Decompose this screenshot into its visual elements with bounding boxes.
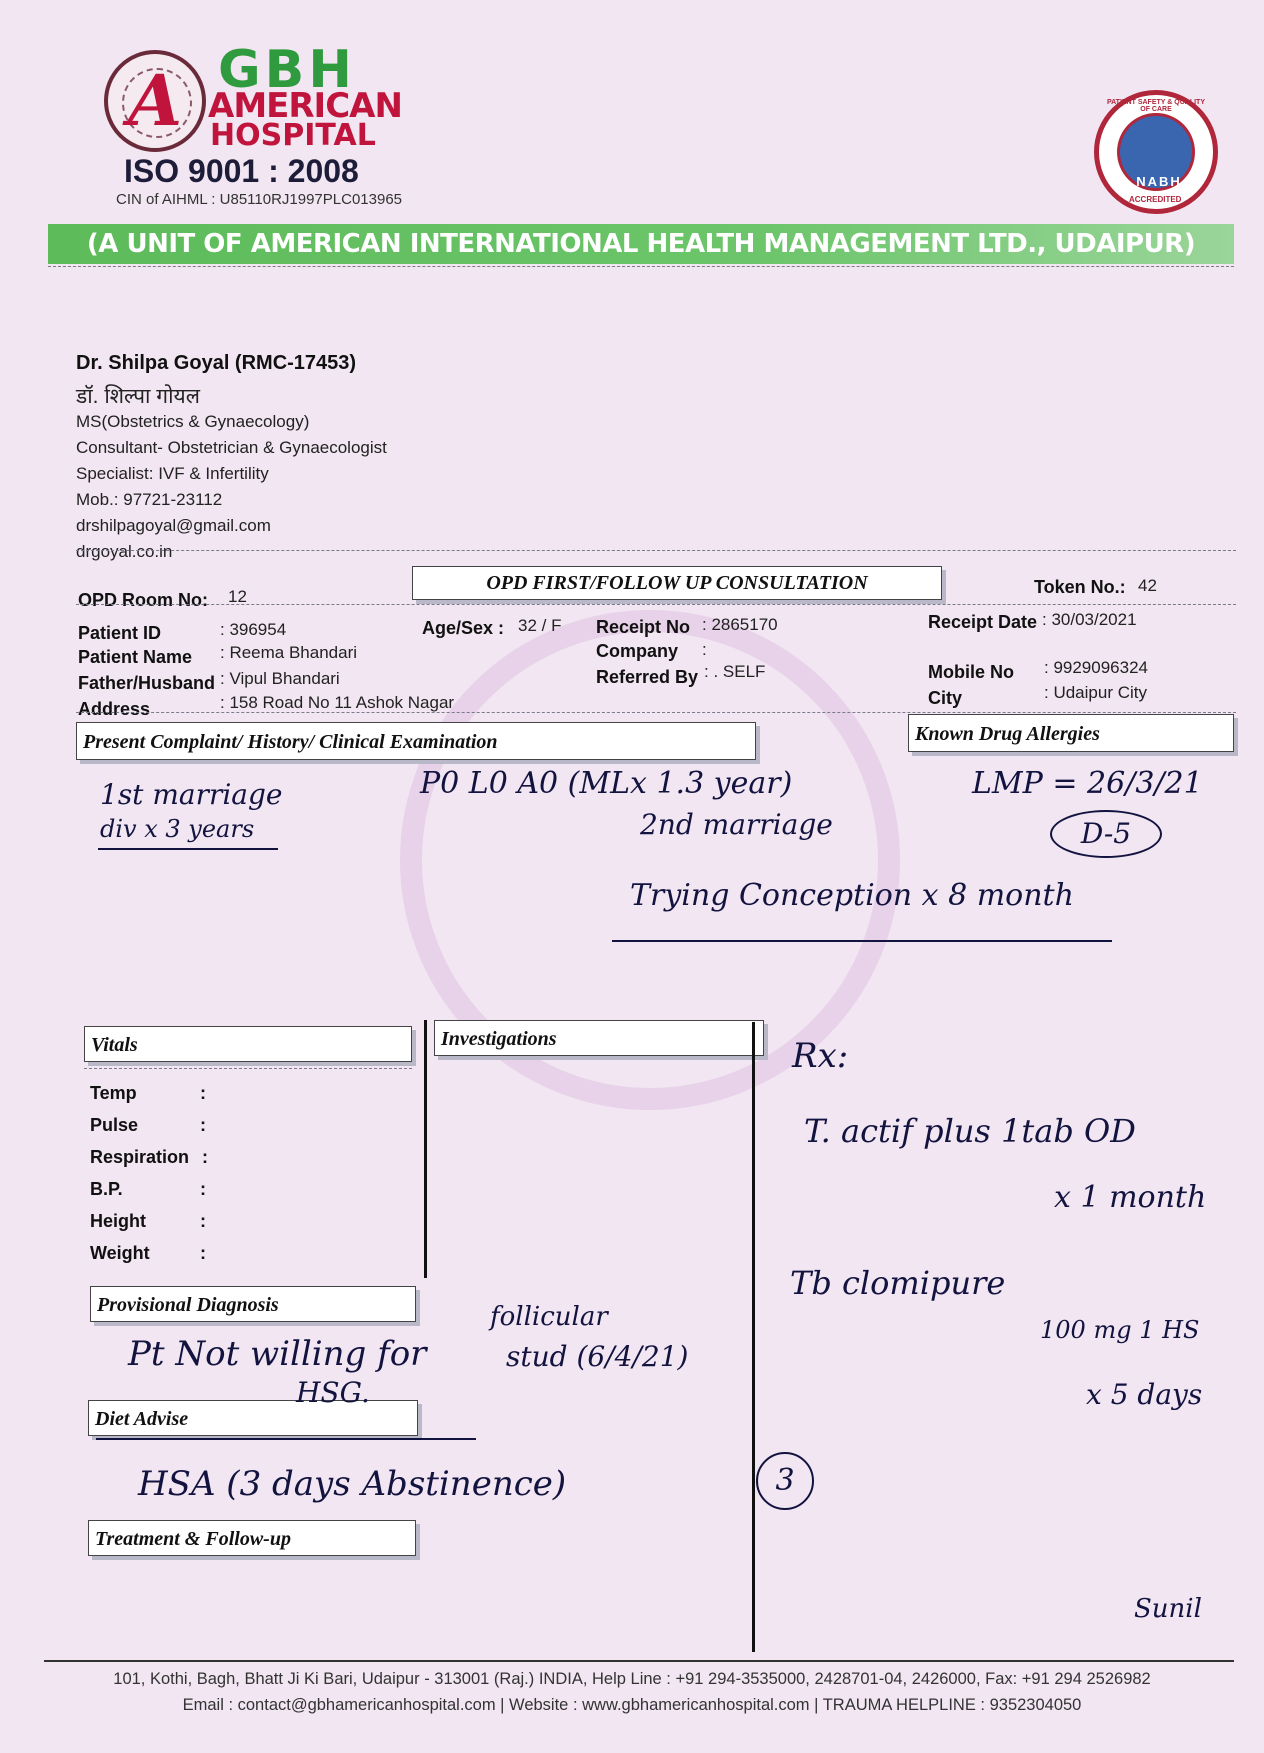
handwriting-trying-conception: Trying Conception x 8 month — [630, 878, 1074, 913]
handwriting-follicular: follicular — [490, 1302, 608, 1332]
doctor-email: drshilpagoyal@gmail.com — [76, 516, 271, 535]
opd-room-label: OPD Room No: — [78, 590, 208, 610]
mobile-value: : 9929096324 — [1044, 658, 1148, 677]
vitals-title: Vitals — [84, 1026, 412, 1062]
cin-number: CIN of AIHML : U85110RJ1997PLC013965 — [116, 191, 403, 208]
father-husband-value: : Vipul Bhandari — [220, 669, 340, 688]
divider — [76, 712, 1236, 713]
city-label: City — [928, 688, 963, 708]
patient-id-label: Patient ID — [78, 623, 162, 643]
doctor-degree: MS(Obstetrics & Gynaecology) — [76, 412, 310, 431]
vital-label: Respiration — [90, 1147, 190, 1167]
handwriting-rx-item-3: 3 — [756, 1452, 814, 1510]
opd-room-value: 12 — [228, 587, 247, 606]
column-divider — [424, 1020, 427, 1278]
handwriting-first-marriage: 1st marriage — [100, 778, 283, 811]
nabh-inner-icon — [1117, 113, 1195, 191]
footer-divider — [44, 1660, 1234, 1662]
handwriting-rx-item-2-duration: x 5 days — [1086, 1378, 1203, 1411]
underline — [96, 1438, 476, 1440]
vital-sep: : — [200, 1211, 206, 1231]
handwriting-diet-advice: HSA (3 days Abstinence) — [138, 1464, 567, 1504]
address-value: : 158 Road No 11 Ashok Nagar — [220, 693, 455, 712]
handwriting-rx: Rx: — [792, 1036, 849, 1076]
doctor-website: drgoyal.co.in — [76, 542, 173, 561]
handwriting-rx-item-1: T. actif plus 1tab OD — [804, 1112, 1136, 1150]
referred-by-value: : . SELF — [704, 662, 766, 681]
underline — [98, 848, 278, 850]
footer-contact: Email : contact@gbhamericanhospital.com | Website : www.gbhamericanhospital.com | TRAUMA HELPLINE : 9352304050 — [182, 1696, 1082, 1714]
brand-gbh: GBH — [218, 40, 356, 100]
nabh-seal-icon — [1094, 90, 1218, 214]
vital-label: Height — [90, 1211, 146, 1231]
handwriting-lmp: LMP = 26/3/21 — [972, 766, 1203, 801]
receipt-date-value: : 30/03/2021 — [1042, 610, 1137, 629]
nabh-top-text: PATIENT SAFETY & QUALITY OF CARE — [1106, 99, 1205, 113]
patient-name-value: : Reema Bhandari — [220, 643, 358, 662]
divider — [48, 266, 1234, 267]
vital-sep: : — [200, 1083, 206, 1103]
column-divider — [752, 1022, 755, 1652]
handwriting-divorced: div x 3 years — [100, 815, 255, 843]
age-sex-label: Age/Sex : — [422, 618, 505, 638]
mobile-label: Mobile No — [928, 662, 1014, 682]
handwriting-day: D-5 — [1050, 810, 1162, 858]
doctor-role: Consultant- Obstetrician & Gynaecologist — [76, 438, 387, 457]
doctor-mobile: Mob.: 97721-23112 — [76, 490, 223, 509]
token-value: 42 — [1138, 576, 1157, 595]
doctor-name: Dr. Shilpa Goyal (RMC-17453) — [76, 352, 357, 374]
referred-by-label: Referred By — [596, 667, 699, 687]
handwriting-rx-item-1-duration: x 1 month — [1054, 1180, 1207, 1215]
handwriting-rx-item-2: Tb clomipure — [790, 1264, 1006, 1302]
footer-address: 101, Kothi, Bagh, Bhatt Ji Ki Bari, Udaipur - 313001 (Raj.) INDIA, Help Line : +91 294-3535000, 2428701-04, 2426000, Fax: +91 294 2526982 — [113, 1670, 1151, 1688]
doctor-specialist: Specialist: IVF & Infertility — [76, 464, 269, 483]
address-label: Address — [78, 699, 151, 719]
divider — [76, 550, 1236, 551]
brand-american: AMERICAN — [208, 86, 402, 126]
receipt-date-label: Receipt Date — [928, 612, 1038, 632]
brand-hospital: HOSPITAL — [210, 118, 376, 153]
hospital-logo-icon — [104, 50, 206, 152]
nabh-accredited: ACCREDITED — [1129, 195, 1182, 204]
handwriting-diagnosis-hsg: HSG. — [296, 1376, 370, 1409]
vital-sep: : — [202, 1147, 208, 1167]
city-value: : Udaipur City — [1044, 683, 1147, 702]
divider — [84, 1068, 412, 1069]
father-husband-label: Father/Husband — [78, 673, 216, 693]
drug-allergies-title: Known Drug Allergies — [908, 714, 1234, 752]
handwriting-diagnosis: Pt Not willing for — [128, 1334, 427, 1374]
handwriting-study-date: stud (6/4/21) — [506, 1340, 689, 1373]
handwriting-obstetric-history: P0 L0 A0 (MLx 1.3 year) — [420, 766, 793, 801]
vital-label: B.P. — [90, 1179, 123, 1199]
handwriting-second-marriage: 2nd marriage — [640, 808, 833, 841]
nabh-label: NABH — [1136, 174, 1182, 189]
receipt-no-label: Receipt No — [596, 617, 691, 637]
age-sex-value: 32 / F — [518, 616, 562, 635]
complaint-section-title: Present Complaint/ History/ Clinical Examination — [76, 722, 756, 760]
divider — [76, 604, 1236, 605]
token-label: Token No.: — [1034, 577, 1126, 597]
vital-label: Weight — [90, 1243, 150, 1263]
logo-letter: A — [127, 59, 183, 142]
doctor-name-hindi: डॉ. शिल्पा गोयल — [76, 385, 200, 408]
patient-name-label: Patient Name — [78, 647, 193, 667]
vital-sep: : — [200, 1179, 206, 1199]
consultation-title: OPD FIRST/FOLLOW UP CONSULTATION — [412, 566, 942, 600]
handwriting-rx-item-2-dose: 100 mg 1 HS — [1040, 1316, 1200, 1344]
company-label: Company — [596, 641, 679, 661]
provisional-diagnosis-title: Provisional Diagnosis — [90, 1286, 416, 1322]
company-value: : — [702, 640, 707, 659]
treatment-title: Treatment & Follow-up — [88, 1520, 416, 1556]
vital-label: Temp — [90, 1083, 137, 1103]
patient-id-value: : 396954 — [220, 620, 287, 639]
iso-certification: ISO 9001 : 2008 — [124, 153, 359, 189]
vital-sep: : — [200, 1115, 206, 1135]
vital-sep: : — [200, 1243, 206, 1263]
receipt-no-value: : 2865170 — [702, 615, 778, 634]
vital-label: Pulse — [90, 1115, 139, 1135]
handwriting-signature: Sunil — [1134, 1594, 1202, 1624]
underline — [612, 940, 1112, 942]
investigations-title: Investigations — [434, 1020, 764, 1056]
diet-advise-title: Diet Advise — [88, 1400, 418, 1436]
unit-banner: (A UNIT OF AMERICAN INTERNATIONAL HEALTH MANAGEMENT LTD., UDAIPUR) — [48, 224, 1234, 264]
